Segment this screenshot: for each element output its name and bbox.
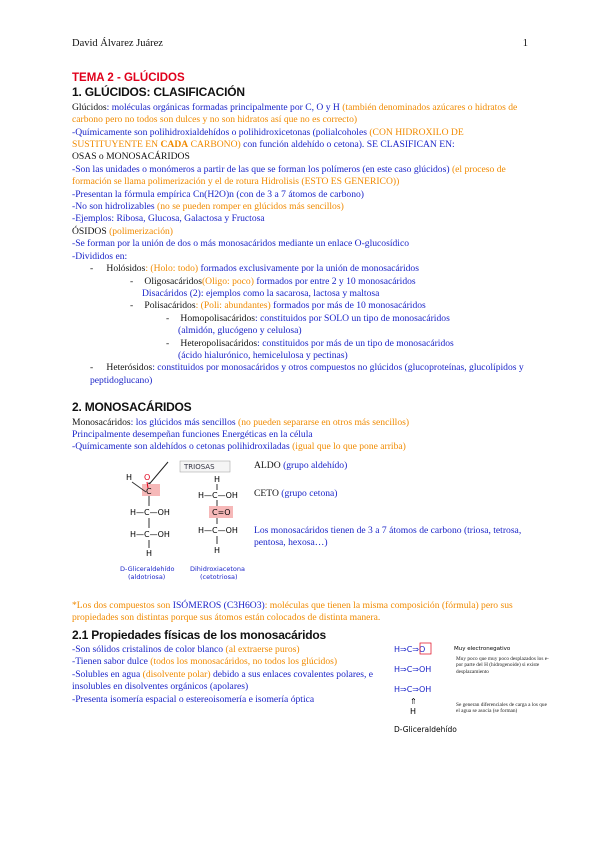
isomeros-formula: (C3H6O3) [223, 599, 265, 611]
monosacaridos-label: Monosacáridos [72, 416, 131, 428]
right-molecule-caption: Dihidroxiacetona [190, 564, 246, 573]
osas-item-3-note: (no se pueden romper en glúcidos más sencillos) [157, 201, 344, 213]
isomeros-note [72, 600, 532, 625]
propiedades-list [72, 644, 390, 706]
carbon-count-note: Los monosacáridos tienen de 3 a 7 átomos de carbono (triosa, tetrosa, pentosa, hexosa…) [254, 524, 522, 548]
right-molecule-type: (cetotriosa) [200, 572, 238, 581]
aldo-ceto-notes [254, 458, 534, 550]
left-molecule-type: (aldotriosa) [128, 572, 166, 581]
prop-item-3 [72, 669, 390, 694]
monosacaridos-quimica [72, 441, 532, 453]
osas-item-1-text: -Son las unidades o monómeros a partir de las que se forman los polímeros (en este caso glúcidos) [72, 163, 450, 175]
prop-item-2 [72, 656, 390, 668]
heterosidos-item: - Heterósidos: constituidos por monosacáridos y otros compuestos no glúcidos (glucoproteínas, glucolípidos y peptidoglucano) [90, 362, 524, 386]
diferenciales-carga-note: Se generan diferenciales de carga a los que el agua se asocia (se forman) [456, 702, 547, 715]
monosacaridos-def: : los glúcidos más sencillos [130, 416, 236, 428]
svg-text:H—C—OH: H—C—OH [130, 507, 170, 517]
triosas-diagram [102, 458, 272, 598]
svg-text:⇑: ⇑ [410, 697, 417, 706]
quimica-end: con función aldehído o cetona). [243, 139, 365, 151]
osidos-title [72, 226, 532, 238]
heteropolisacaridos-examples: (ácido hialurónico, hemicelulosa y pectinas) [178, 349, 348, 361]
holosidos-desc: formados exclusivamente por la unión de monosacáridos [200, 263, 419, 275]
osas-item-3 [72, 201, 532, 213]
page-header [72, 38, 528, 49]
polisacaridos-label: Polisacáridos [144, 300, 196, 312]
prop-item-2-text: -Tienen sabor dulce [72, 656, 148, 668]
gliceraldehido-polarity-diagram [392, 640, 552, 760]
oligosacaridos-desc: formados por entre 2 y 10 monosacáridos [256, 275, 416, 287]
osas-item-3-text: -No son hidrolizables [72, 201, 155, 213]
svg-text:H: H [146, 548, 153, 558]
muy-electronegativo-label: Muy electronegativo [454, 646, 511, 652]
heteropolisacaridos-item: - Heteropolisacáridos: constituidos por más de un tipo de monosacáridos [166, 337, 454, 349]
osidos-item-2: -Divididos en: [72, 250, 128, 262]
svg-text:H—C—OH: H—C—OH [130, 529, 170, 539]
author-name: David Álvarez Juárez [72, 38, 163, 49]
monosacaridos-definition [72, 417, 532, 429]
isomeros-intro: *Los dos compuestos son [72, 599, 171, 611]
glucidos-def-text: : moléculas orgánicas formadas principalmente por C, O y H [106, 101, 340, 113]
homopolisacaridos-desc: : constituidos por SOLO un tipo de monosacáridos [255, 312, 450, 324]
quimica-orange-2: CARBONO) [190, 139, 241, 151]
quimica-cada: CADA [160, 139, 189, 151]
osidos-label: ÓSIDOS [72, 225, 107, 237]
svg-text:H: H [214, 545, 221, 555]
prop-item-3-note: (disolvente polar) [142, 668, 211, 680]
propiedades-block [72, 644, 549, 734]
heteropolisacaridos-desc: : constituidos por más de un tipo de monosacáridos [257, 337, 454, 349]
holosidos-note: : (Holo: todo) [145, 263, 199, 275]
glucidos-definition [72, 102, 532, 127]
quimica-orange: (CON HIDROXILO DE SUSTITUYENTE EN [72, 126, 464, 151]
section-2-1-title: 2.1 Propiedades físicas de los monosacáridos [72, 627, 326, 642]
isomeros-definition: : moléculas que tienen la misma composición (fórmula) pero sus propiedades son distintas porque sus átomos están colocados de distinta manera. [72, 599, 513, 624]
osas-item-1-note: (el proceso de formación se llama polimerización y el de rotura Hidrolisis (ESTO ES GENERICO)) [72, 163, 506, 188]
svg-text:H⇒C⇒OH: H⇒C⇒OH [394, 685, 432, 694]
aldo-note: (grupo aldehído) [283, 459, 348, 471]
homopolisacaridos-item: - Homopolisacáridos: constituidos por SOLO un tipo de monosacáridos [166, 312, 450, 324]
svg-text:C=O: C=O [212, 507, 231, 517]
desplazamiento-note: Muy poco que muy poco desplazados los e- por parte del H (hidrogenoide) si existe desplazamiento [456, 656, 549, 675]
monosacaridos-quimica-text: -Químicamente son aldehídos o cetonas polihidroxiladas [72, 441, 290, 453]
heterosidos-desc: : constituidos por monosacáridos y otros compuestos no glúcidos (glucoproteínas, glucolípidos y peptidoglucano) [90, 362, 524, 386]
ceto-line [254, 488, 534, 500]
osas-item-2: -Presentan la fórmula empírica Cn(H2O)n (con de 3 a 7 átomos de carbono) [72, 188, 364, 200]
glucidos-note: (también denominados azúcares o hidratos de carbono pero no todos son dulces y no son hidratos así que no es correcto) [72, 101, 518, 126]
monosacaridos-funcion: Principalmente desempeñan funciones Energéticas en la célula [72, 428, 313, 440]
svg-text:H: H [410, 707, 417, 716]
tema-title: TEMA 2 - GLÚCIDOS [72, 72, 185, 84]
osas-item-1 [72, 164, 532, 189]
polisacaridos-desc: formados por más de 10 monosacáridos [273, 300, 426, 312]
prop-item-3-detail: debido a sus enlaces covalentes polares, e insolubles en disolventes orgánicos (apolares) [72, 668, 374, 693]
oligosacaridos-label: Oligosacáridos [144, 275, 202, 287]
ceto-note: (grupo cetona) [281, 488, 338, 500]
page-number: 1 [522, 38, 528, 49]
triosas-label: TRIOSAS [184, 462, 215, 471]
osidos-item-1: -Se forman por la unión de dos o más monosacáridos mediante un enlace O-glucosídico [72, 238, 410, 250]
heteropolisacaridos-label: Heteropolisacáridos [180, 337, 258, 349]
oligosacaridos-item: - Oligosacáridos(Oligo: poco) formados por entre 2 y 10 monosacáridos [130, 275, 416, 287]
monosacaridos-quimica-note: (igual que lo que pone arriba) [292, 441, 406, 453]
osas-title: OSAS o MONOSACÁRIDOS [72, 151, 190, 163]
svg-text:H⇒C⇒OH: H⇒C⇒OH [394, 665, 432, 674]
document-body [72, 70, 549, 734]
svg-text:O: O [144, 472, 151, 482]
prop-item-1 [72, 644, 390, 656]
prop-item-2-note: (todos los monosacáridos, no todos los glúcidos) [150, 656, 338, 668]
isomeros-term: ISÓMEROS [172, 599, 222, 611]
prop-item-4: -Presenta isomería espacial o estereoisomería e isomería óptica [72, 693, 315, 705]
triosas-figure-row [72, 458, 532, 598]
heterosidos-label: Heterósidos [106, 362, 153, 374]
left-molecule-caption: D-Gliceraldehído [120, 564, 175, 573]
svg-text:H—C—OH: H—C—OH [198, 525, 238, 535]
svg-text:H: H [126, 472, 133, 482]
svg-text:H: H [214, 474, 221, 484]
monosacaridos-note: (no pueden separarse en otros más sencillos) [238, 416, 410, 428]
quimica-line: -Químicamente son polihidroxialdehídos o polihidroxicetonas (polialcoholes [72, 126, 367, 138]
prop-item-3-text: -Solubles en agua [72, 668, 141, 680]
holosidos-label: Holósidos [106, 263, 146, 275]
aldo-line [254, 460, 534, 472]
oligosacaridos-note: (Oligo: poco) [201, 275, 254, 287]
quimica-paragraph [72, 127, 532, 152]
se-clasifican: SE CLASIFICAN EN: [366, 139, 455, 151]
svg-text:C: C [146, 486, 152, 496]
polisacaridos-item: - Polisacáridos: (Poli: abundantes) formados por más de 10 monosacáridos [130, 300, 426, 312]
svg-text:H⇒C⇒O: H⇒C⇒O [394, 645, 426, 654]
disacaridos-item: Disacáridos (2): ejemplos como la sacarosa, lactosa y maltosa [142, 287, 380, 299]
osidos-note: (polimerización) [109, 225, 173, 237]
svg-text:H—C—OH: H—C—OH [198, 490, 238, 500]
homopolisacaridos-label: Homopolisacáridos [180, 312, 256, 324]
polarity-diagram-caption: D-Gliceraldehído [394, 725, 457, 734]
polisacaridos-note: : (Poli: abundantes) [195, 300, 271, 312]
holosidos-item: - Holósidos: (Holo: todo) formados exclusivamente por la unión de monosacáridos [90, 263, 419, 275]
aldo-label: ALDO [254, 459, 281, 471]
osas-item-4: -Ejemplos: Ribosa, Glucosa, Galactosa y Fructosa [72, 213, 265, 225]
prop-item-1-note: (al extraerse puros) [225, 644, 300, 655]
section-2-title: 2. MONOSACÁRIDOS [72, 400, 192, 415]
ceto-label: CETO [254, 488, 279, 500]
homopolisacaridos-examples: (almidón, glucógeno y celulosa) [178, 325, 302, 337]
prop-item-1-text: -Son sólidos cristalinos de color blanco [72, 644, 224, 655]
glucidos-label: Glúcidos [72, 101, 107, 113]
section-1-title: 1. GLÚCIDOS: CLASIFICACIÓN [72, 85, 245, 100]
